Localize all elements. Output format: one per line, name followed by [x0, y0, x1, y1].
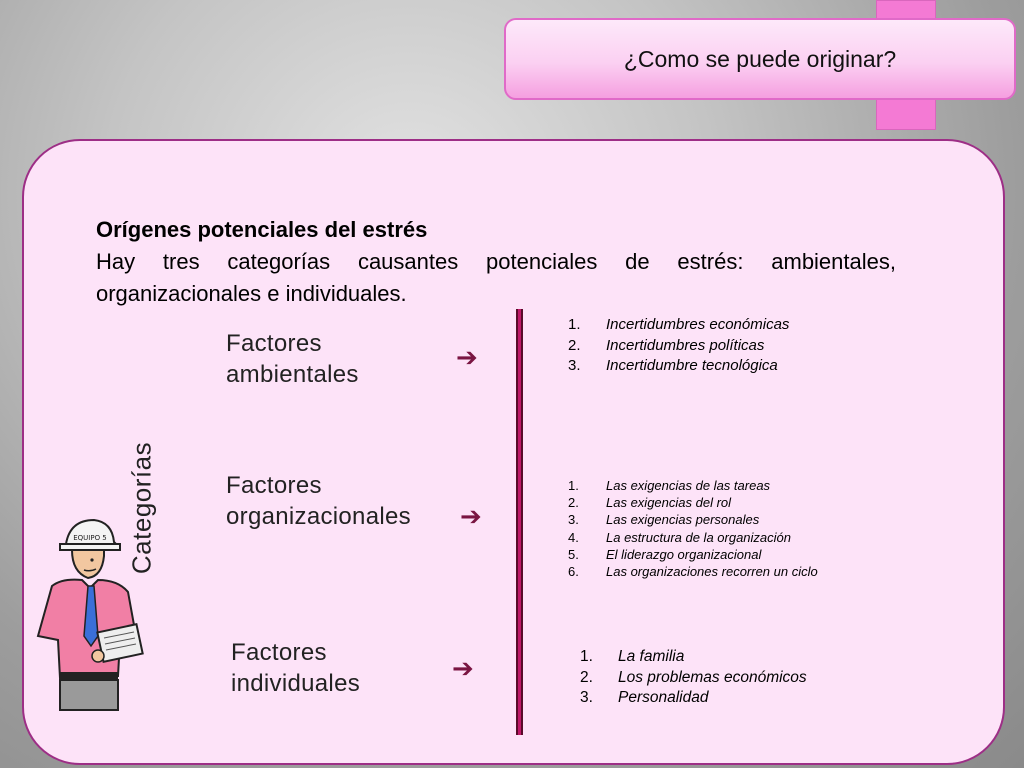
list-item: 4. La estructura de la organización [568, 529, 792, 545]
list-item: 6. Las organizaciones recorren un ciclo [568, 564, 818, 580]
list-item: 1. La familia [580, 648, 685, 665]
helmet-label: EQUIPO 5 [73, 534, 107, 542]
intro-section [96, 214, 896, 310]
list-organizacionales [568, 477, 868, 580]
categories-vertical-label: Categorías [126, 441, 157, 575]
title-box [504, 18, 1016, 100]
list-item: 3. Incertidumbre tecnológica [568, 357, 778, 374]
factor-label-line2: individuales [231, 670, 361, 697]
list-individuales [580, 647, 880, 709]
worker-illustration [32, 516, 148, 712]
list-item: 2. Los problemas económicos [580, 668, 807, 686]
arrow-right-icon: ➔ [456, 343, 478, 373]
list-item: 5. El liderazgo organizacional [568, 546, 762, 562]
list-item: 1. Las exigencias de las tareas [568, 478, 771, 493]
vertical-divider [516, 309, 523, 735]
factor-label-line1: Factores [226, 472, 322, 499]
slide-title: ¿Como se puede originar? [623, 45, 897, 72]
factor-label-line1: Factores [231, 639, 327, 666]
intro-heading: Orígenes potenciales del estrés [96, 217, 428, 242]
factor-ambientales-label [226, 328, 359, 390]
factor-label-line2: organizacionales [226, 503, 411, 530]
factor-label-line1: Factores [226, 330, 322, 357]
list-ambientales [568, 315, 828, 377]
factor-label-line2: ambientales [226, 361, 359, 388]
factor-organizacionales-label [226, 470, 411, 532]
list-item: 3. Las exigencias personales [568, 512, 760, 528]
arrow-right-icon: ➔ [452, 654, 474, 684]
list-item: 3. Personalidad [580, 689, 709, 706]
list-item: 2. Incertidumbres políticas [568, 336, 765, 354]
arrow-right-icon: ➔ [460, 502, 482, 532]
intro-paragraph: Hay tres categorías causantes potenciales de estrés: ambientales, organizacionales e individuales. [96, 249, 896, 306]
factor-individuales-label [231, 637, 360, 699]
list-item: 1. Incertidumbres económicas [568, 316, 790, 333]
list-item: 2. Las exigencias del rol [568, 495, 732, 511]
